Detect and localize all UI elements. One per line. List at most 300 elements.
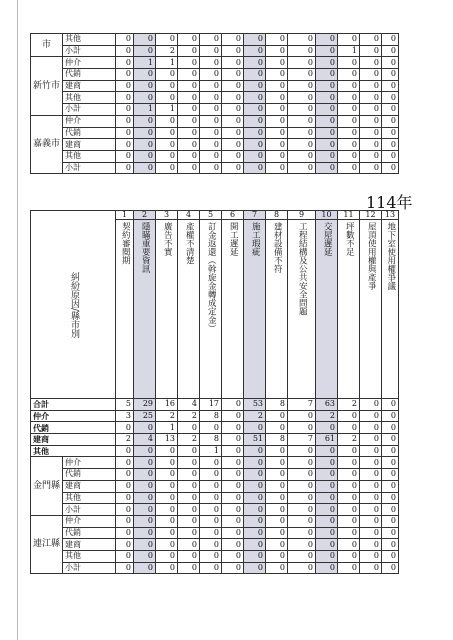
table-cell: 0: [116, 504, 134, 516]
table-cell: 0: [222, 434, 244, 446]
column-number: 11: [338, 211, 360, 220]
table-row: [31, 57, 399, 69]
table-cell: 0: [316, 34, 338, 46]
table-cell: 0: [134, 422, 156, 434]
table-cell: 0: [200, 69, 222, 81]
column-header: [178, 220, 200, 399]
table-cell: 0: [222, 457, 244, 469]
table-cell: 0: [316, 422, 338, 434]
table-cell: 0: [156, 469, 178, 481]
table-cell: 0: [200, 550, 222, 562]
table-cell: 0: [360, 457, 382, 469]
table-cell: 0: [244, 34, 266, 46]
table-cell: 0: [288, 150, 316, 162]
table-cell: 2: [116, 434, 134, 446]
table-cell: 0: [316, 69, 338, 81]
table-cell: 0: [316, 162, 338, 174]
table-cell: 0: [116, 45, 134, 57]
row-label: 其他: [31, 445, 116, 457]
row-label: 其他: [63, 550, 116, 562]
table-cell: 53: [244, 399, 266, 411]
table-cell: 0: [266, 504, 288, 516]
table-cell: 0: [200, 422, 222, 434]
table-cell: 0: [288, 92, 316, 104]
table-cell: 0: [156, 457, 178, 469]
table-cell: 0: [360, 445, 382, 457]
table-cell: 17: [200, 399, 222, 411]
table-cell: 0: [244, 57, 266, 69]
table-cell: 0: [360, 527, 382, 539]
table-cell: 0: [316, 515, 338, 527]
table-cell: 0: [316, 104, 338, 116]
table-cell: 0: [266, 139, 288, 151]
top-statistics-table: [30, 33, 399, 174]
table-cell: 0: [178, 139, 200, 151]
table-cell: 0: [288, 410, 316, 422]
column-header: [200, 220, 222, 399]
table-cell: 0: [244, 92, 266, 104]
table-cell: 0: [200, 162, 222, 174]
table-cell: 0: [382, 92, 399, 104]
table-cell: 0: [200, 515, 222, 527]
table-cell: 2: [338, 434, 360, 446]
column-header: [382, 220, 399, 399]
table-cell: 0: [382, 492, 399, 504]
table-cell: 0: [288, 127, 316, 139]
table-cell: 0: [360, 539, 382, 551]
column-label: 隱瞞重要資訊: [140, 222, 151, 273]
table-cell: 0: [338, 469, 360, 481]
table-cell: 0: [178, 69, 200, 81]
row-label: 仲介: [63, 515, 116, 527]
table-cell: 0: [288, 69, 316, 81]
table-cell: 0: [222, 69, 244, 81]
table-row: [31, 550, 399, 562]
table-cell: 0: [156, 162, 178, 174]
table-cell: 0: [360, 515, 382, 527]
table-cell: 0: [200, 527, 222, 539]
table-cell: 0: [116, 469, 134, 481]
table-cell: 0: [316, 562, 338, 574]
table-cell: 0: [222, 150, 244, 162]
table-cell: 0: [360, 45, 382, 57]
table-cell: 0: [338, 69, 360, 81]
table-cell: 0: [244, 150, 266, 162]
table-cell: 0: [266, 480, 288, 492]
table-cell: 0: [116, 515, 134, 527]
table-cell: 0: [338, 104, 360, 116]
table-cell: 0: [316, 457, 338, 469]
table-cell: 0: [382, 550, 399, 562]
table-cell: 0: [360, 434, 382, 446]
table-cell: 0: [222, 527, 244, 539]
column-label: 地下室使用權爭議: [385, 222, 396, 290]
row-label: 建商: [63, 480, 116, 492]
county-name: 新竹市: [31, 57, 63, 115]
table-cell: 0: [382, 57, 399, 69]
table-cell: 0: [288, 504, 316, 516]
table-cell: 0: [316, 550, 338, 562]
table-cell: 0: [116, 457, 134, 469]
table-cell: 0: [316, 139, 338, 151]
table-cell: 0: [156, 539, 178, 551]
table-cell: 0: [116, 492, 134, 504]
table-cell: 0: [222, 115, 244, 127]
table-cell: 4: [134, 434, 156, 446]
table-cell: 0: [244, 127, 266, 139]
summary-row: [31, 445, 399, 457]
table-cell: 0: [288, 562, 316, 574]
table-cell: 0: [244, 80, 266, 92]
table-cell: 0: [338, 410, 360, 422]
column-label: 訂金返還（斡旋金轉成定金）: [206, 222, 217, 333]
table-cell: 0: [338, 127, 360, 139]
column-label: 交屋遲延: [322, 222, 333, 256]
table-row: [31, 150, 399, 162]
table-cell: 0: [200, 34, 222, 46]
table-cell: 0: [266, 562, 288, 574]
table-cell: 0: [156, 550, 178, 562]
column-number: 5: [200, 211, 222, 220]
column-header: [360, 220, 382, 399]
table-cell: 0: [134, 162, 156, 174]
table-cell: 2: [156, 410, 178, 422]
table-cell: 0: [156, 527, 178, 539]
column-label: 產權不清楚: [184, 222, 195, 265]
table-cell: 1: [134, 57, 156, 69]
table-cell: 0: [116, 34, 134, 46]
table-cell: 0: [222, 480, 244, 492]
table-cell: 0: [382, 399, 399, 411]
table-cell: 0: [134, 139, 156, 151]
table-cell: 0: [178, 127, 200, 139]
column-number: 2: [134, 211, 156, 220]
table-cell: 0: [338, 80, 360, 92]
table-cell: 0: [244, 492, 266, 504]
table-cell: 0: [266, 515, 288, 527]
table-cell: 0: [338, 480, 360, 492]
table-cell: 0: [382, 162, 399, 174]
table-cell: 0: [116, 104, 134, 116]
table-cell: 0: [266, 527, 288, 539]
table-cell: 0: [244, 115, 266, 127]
table-cell: 0: [200, 457, 222, 469]
table-cell: 0: [156, 150, 178, 162]
column-header: [222, 220, 244, 399]
table-cell: 0: [382, 69, 399, 81]
row-label: 小計: [63, 45, 116, 57]
column-header: [288, 220, 316, 399]
table-cell: 0: [222, 127, 244, 139]
table-cell: 0: [178, 80, 200, 92]
table-cell: 3: [116, 410, 134, 422]
table-cell: 0: [382, 445, 399, 457]
table-cell: 0: [222, 399, 244, 411]
row-label: 建商: [63, 139, 116, 151]
table-cell: 0: [222, 104, 244, 116]
column-label: 契約審閱期: [120, 222, 131, 265]
table-cell: 0: [288, 480, 316, 492]
table-row: [31, 104, 399, 116]
table-cell: 0: [116, 127, 134, 139]
table-cell: 0: [116, 139, 134, 151]
table-cell: 0: [338, 504, 360, 516]
bottom-table-body: [31, 399, 399, 574]
table-row: [31, 92, 399, 104]
table-cell: 0: [266, 162, 288, 174]
table-cell: 5: [116, 399, 134, 411]
table-cell: 8: [200, 434, 222, 446]
column-header: [316, 220, 338, 399]
table-cell: 0: [222, 469, 244, 481]
row-label: 建商: [63, 539, 116, 551]
table-cell: 0: [266, 150, 288, 162]
table-cell: 0: [178, 115, 200, 127]
table-cell: 0: [200, 45, 222, 57]
table-cell: 0: [134, 562, 156, 574]
table-cell: 0: [178, 527, 200, 539]
table-cell: 0: [156, 34, 178, 46]
table-cell: 0: [338, 92, 360, 104]
table-cell: 25: [134, 410, 156, 422]
table-cell: 0: [266, 410, 288, 422]
table-cell: 0: [360, 115, 382, 127]
table-row: [31, 45, 399, 57]
row-label: 其他: [63, 92, 116, 104]
table-cell: 0: [200, 115, 222, 127]
table-cell: 0: [266, 115, 288, 127]
table-cell: 0: [244, 527, 266, 539]
table-cell: 0: [244, 504, 266, 516]
table-cell: 0: [360, 399, 382, 411]
table-cell: 0: [178, 92, 200, 104]
page-edge: [17, 0, 18, 640]
table-cell: 1: [338, 45, 360, 57]
table-cell: 0: [178, 550, 200, 562]
table-cell: 0: [382, 45, 399, 57]
summary-row: [31, 422, 399, 434]
table-cell: 0: [360, 480, 382, 492]
table-cell: 0: [266, 69, 288, 81]
column-number: 8: [266, 211, 288, 220]
table-cell: 2: [244, 410, 266, 422]
table-cell: 0: [200, 469, 222, 481]
column-number: 4: [178, 211, 200, 220]
table-cell: 0: [244, 539, 266, 551]
table-cell: 7: [288, 399, 316, 411]
table-row: [31, 492, 399, 504]
table-cell: 51: [244, 434, 266, 446]
table-cell: 2: [178, 410, 200, 422]
table-cell: 0: [338, 422, 360, 434]
table-cell: 0: [134, 550, 156, 562]
table-cell: 0: [382, 410, 399, 422]
table-cell: 0: [116, 150, 134, 162]
header-row-numbers: [31, 211, 399, 220]
table-cell: 0: [178, 515, 200, 527]
table-cell: 0: [316, 504, 338, 516]
table-cell: 0: [316, 480, 338, 492]
corner-header: [31, 211, 116, 399]
column-header: [244, 220, 266, 399]
table-cell: 2: [178, 434, 200, 446]
table-cell: 0: [316, 527, 338, 539]
table-cell: 0: [382, 422, 399, 434]
county-name: 金門縣: [31, 457, 63, 515]
table-cell: 0: [288, 80, 316, 92]
table-cell: 0: [178, 445, 200, 457]
table-cell: 0: [360, 139, 382, 151]
row-label: 仲介: [63, 457, 116, 469]
table-cell: 0: [360, 127, 382, 139]
row-label: 其他: [63, 34, 116, 46]
table-cell: 0: [244, 480, 266, 492]
table-cell: 0: [288, 457, 316, 469]
table-cell: 0: [382, 457, 399, 469]
table-row: [31, 515, 399, 527]
table-cell: 0: [360, 92, 382, 104]
table-row: [31, 80, 399, 92]
table-cell: 0: [266, 422, 288, 434]
table-cell: 0: [360, 69, 382, 81]
table-cell: 0: [200, 57, 222, 69]
table-cell: 0: [116, 480, 134, 492]
table-cell: 0: [178, 422, 200, 434]
county-name: 市: [31, 34, 63, 57]
table-cell: 0: [288, 515, 316, 527]
column-label: 坪數不足: [344, 222, 355, 256]
table-cell: 0: [116, 562, 134, 574]
column-number: 10: [316, 211, 338, 220]
table-cell: 0: [266, 45, 288, 57]
table-cell: 0: [266, 80, 288, 92]
row-label: 仲介: [63, 115, 116, 127]
table-cell: 0: [200, 139, 222, 151]
column-number: 6: [222, 211, 244, 220]
table-cell: 0: [222, 410, 244, 422]
table-cell: 0: [134, 527, 156, 539]
table-cell: 0: [338, 57, 360, 69]
column-label: 工程結構及公共安全問題: [297, 222, 308, 316]
column-number: 13: [382, 211, 399, 220]
table-cell: 0: [134, 480, 156, 492]
column-header: [116, 220, 134, 399]
table-cell: 0: [266, 445, 288, 457]
column-number: 7: [244, 211, 266, 220]
year-label: 114年: [366, 193, 413, 212]
table-cell: 0: [156, 69, 178, 81]
table-cell: 0: [338, 34, 360, 46]
table-cell: 0: [156, 92, 178, 104]
table-row: [31, 527, 399, 539]
table-cell: 0: [288, 162, 316, 174]
table-cell: 0: [178, 457, 200, 469]
table-cell: 0: [156, 515, 178, 527]
table-cell: 0: [288, 492, 316, 504]
table-cell: 0: [288, 422, 316, 434]
table-cell: 0: [360, 34, 382, 46]
table-cell: 0: [200, 504, 222, 516]
row-label: 小計: [63, 104, 116, 116]
table-cell: 0: [316, 92, 338, 104]
table-cell: 0: [288, 445, 316, 457]
table-cell: 0: [338, 492, 360, 504]
table-cell: 0: [316, 80, 338, 92]
table-cell: 0: [134, 34, 156, 46]
table-cell: 8: [200, 410, 222, 422]
table-cell: 0: [338, 139, 360, 151]
table-cell: 0: [338, 162, 360, 174]
row-label: 代銷: [63, 69, 116, 81]
column-number: 12: [360, 211, 382, 220]
row-label: 合計: [31, 399, 116, 411]
table-cell: 0: [288, 34, 316, 46]
summary-row: [31, 399, 399, 411]
table-cell: 0: [178, 45, 200, 57]
table-cell: 0: [134, 504, 156, 516]
table-cell: 0: [134, 92, 156, 104]
table-cell: 0: [116, 527, 134, 539]
table-row: [31, 162, 399, 174]
table-row: [31, 115, 399, 127]
table-cell: 0: [222, 445, 244, 457]
table-cell: 0: [222, 139, 244, 151]
table-cell: 0: [156, 492, 178, 504]
table-cell: 0: [200, 562, 222, 574]
table-cell: 0: [360, 469, 382, 481]
table-cell: 0: [222, 80, 244, 92]
table-cell: 0: [288, 469, 316, 481]
table-cell: 0: [178, 539, 200, 551]
table-cell: 0: [200, 92, 222, 104]
table-cell: 0: [156, 562, 178, 574]
table-cell: 0: [266, 92, 288, 104]
table-cell: 0: [222, 515, 244, 527]
table-cell: 0: [266, 550, 288, 562]
table-cell: 1: [156, 57, 178, 69]
table-cell: 0: [222, 45, 244, 57]
row-label: 代銷: [63, 527, 116, 539]
table-cell: 0: [382, 539, 399, 551]
table-cell: 0: [382, 469, 399, 481]
table-cell: 0: [316, 445, 338, 457]
table-cell: 0: [338, 457, 360, 469]
table-cell: 0: [222, 492, 244, 504]
table-cell: 0: [316, 150, 338, 162]
table-cell: 0: [360, 550, 382, 562]
table-cell: 4: [178, 399, 200, 411]
table-cell: 2: [338, 399, 360, 411]
table-cell: 0: [316, 57, 338, 69]
column-header: [266, 220, 288, 399]
row-label: 代銷: [63, 127, 116, 139]
table-cell: 16: [156, 399, 178, 411]
table-cell: 0: [244, 162, 266, 174]
column-number: 1: [116, 211, 134, 220]
table-cell: 0: [134, 45, 156, 57]
table-cell: 0: [338, 115, 360, 127]
table-cell: 0: [200, 127, 222, 139]
table-cell: 0: [382, 104, 399, 116]
table-cell: 1: [134, 104, 156, 116]
table-cell: 0: [360, 162, 382, 174]
table-cell: 0: [200, 539, 222, 551]
table-cell: 13: [156, 434, 178, 446]
table-cell: 0: [316, 492, 338, 504]
table-cell: 0: [244, 457, 266, 469]
row-label: 建商: [31, 434, 116, 446]
table-cell: 0: [382, 80, 399, 92]
